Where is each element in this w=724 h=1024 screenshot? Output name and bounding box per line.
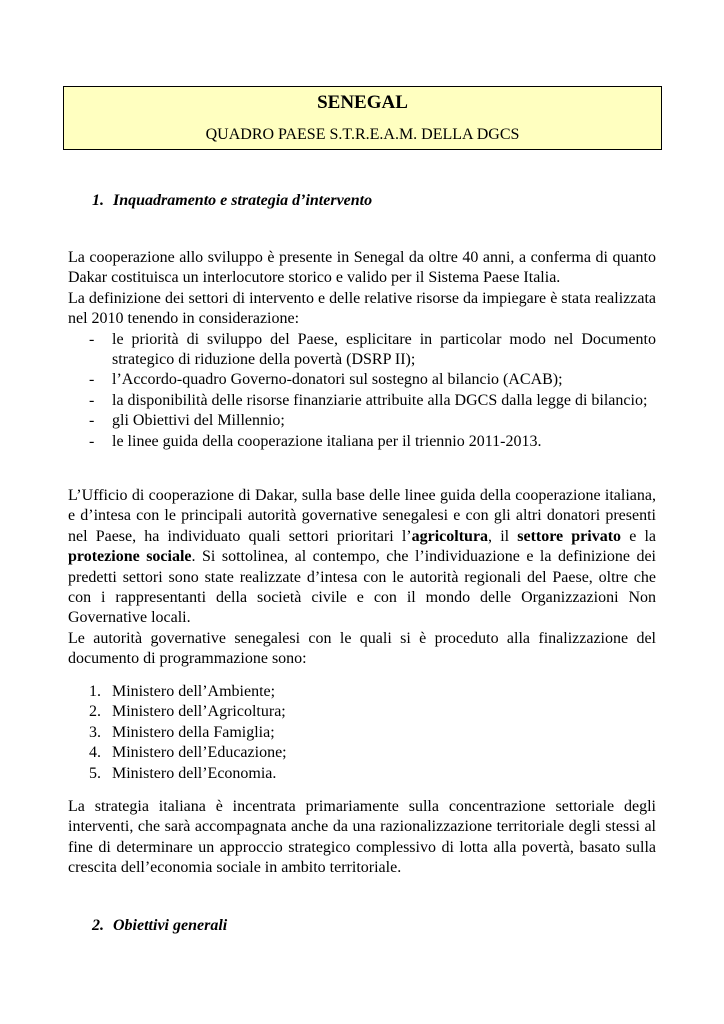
- strategy-section: [68, 797, 656, 879]
- section-1-heading: [92, 191, 372, 211]
- ministry-name: Ministero della Famiglia;: [112, 723, 275, 741]
- section-2-number: 2.: [92, 917, 104, 934]
- list-item: - la disponibilità delle risorse finanziarie attribuite alla DGCS dalla legge di bilancio;: [68, 391, 656, 411]
- document-title: SENEGAL: [317, 92, 408, 113]
- list-number: 5.: [89, 764, 101, 782]
- ministry-name: Ministero dell’Educazione;: [112, 744, 287, 762]
- list-item: - gli Obiettivi del Millennio;: [68, 411, 656, 431]
- ministry-name: Ministero dell’Ambiente;: [112, 683, 276, 700]
- sector-agriculture: agricoltura: [411, 527, 489, 545]
- list-item: [68, 764, 656, 784]
- sector-social: protezione sociale: [68, 548, 192, 566]
- document-subtitle: QUADRO PAESE S.T.R.E.A.M. DELLA DGCS: [205, 126, 520, 143]
- section-2-title: Obiettivi generali: [113, 917, 228, 934]
- office-text-4: . Si sottolinea, al contempo, che l’individuazione e la definizione dei predetti settori sono state realizzate d’intesa con le autorità regionali del Paese, oltre che con i rappresentanti della società civile e con il mondo delle Organizzazioni Non Governative locali.: [68, 548, 656, 627]
- ministries-list: [68, 682, 656, 784]
- list-number: 2.: [89, 703, 101, 721]
- list-item: [68, 743, 656, 763]
- list-item: - l’Accordo-quadro Governo-donatori sul sostegno al bilancio (ACAB);: [68, 370, 656, 390]
- ministries-section: [68, 682, 656, 784]
- office-text-1: L’Ufficio di cooperazione di Dakar, sulla base delle linee guida della cooperazione italiana, e d’intesa con le principali autorità governative senegalesi e con gli altri donatori presenti nel Paese, ha individuato quali settori prioritari l’: [68, 487, 656, 545]
- list-item: [68, 682, 656, 702]
- considerations-list: [68, 330, 656, 452]
- list-number: 3.: [89, 723, 101, 741]
- list-item: [68, 723, 656, 743]
- list-item: - le linee guida della cooperazione italiana per il triennio 2011-2013.: [68, 432, 656, 452]
- intro-paragraph: La cooperazione allo sviluppo è presente in Senegal da oltre 40 anni, a conferma di quanto Dakar costituisca un interlocutore storico e valido per il Sistema Paese Italia.: [68, 249, 656, 287]
- section-1-title: Inquadramento e strategia d’intervento: [113, 192, 373, 209]
- ministry-name: Ministero dell’Economia.: [112, 764, 277, 782]
- office-section: [68, 486, 656, 670]
- list-item: [68, 702, 656, 722]
- list-number: 1.: [89, 683, 101, 700]
- office-text-2: , il: [488, 527, 518, 545]
- section-1-number: 1.: [92, 192, 104, 209]
- list-item: - le priorità di sviluppo del Paese, esplicitare in particolar modo nel Documento strategico di riduzione della povertà (DSRP II);: [68, 330, 656, 371]
- strategy-paragraph: La strategia italiana è incentrata primariamente sulla concentrazione settoriale degli interventi, che sarà accompagnata anche da una razionalizzazione territoriale degli stessi al fine di determinare un approccio strategico complessivo di lotta alla povertà, basato sulla crescita dell’economia sociale in ambito territoriale.: [68, 798, 656, 877]
- office-text-3: e la: [621, 527, 657, 545]
- list-number: 4.: [89, 744, 101, 762]
- section-2-heading: [92, 916, 227, 936]
- section-1-body: [68, 248, 656, 452]
- ministry-name: Ministero dell’Agricoltura;: [112, 703, 286, 721]
- sector-private: settore privato: [517, 527, 622, 545]
- title-box: [63, 86, 662, 150]
- authorities-paragraph: Le autorità governative senegalesi con le quali si è proceduto alla finalizzazione del documento di programmazione sono:: [68, 629, 656, 668]
- office-paragraph: [68, 486, 656, 629]
- definition-paragraph: La definizione dei settori di intervento e delle relative risorse da impiegare è stata realizzata nel 2010 tenendo in considerazione:: [68, 289, 656, 328]
